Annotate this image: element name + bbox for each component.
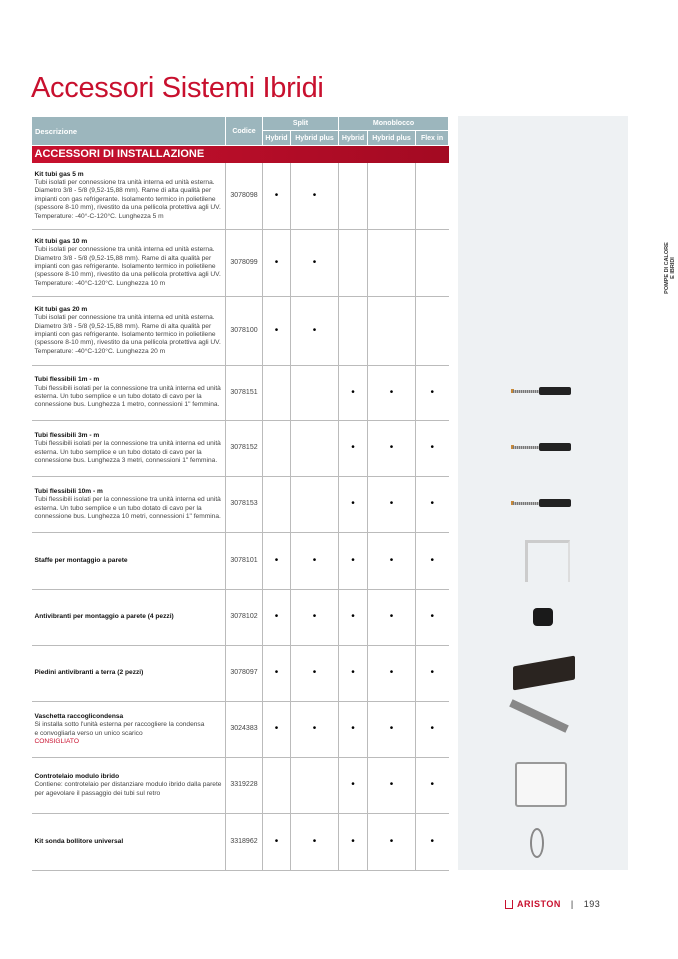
availability-dot: • xyxy=(274,723,279,735)
table-row xyxy=(32,230,449,297)
availability-cell xyxy=(263,230,291,297)
header-col: Hybrid plus xyxy=(291,131,339,146)
product-name: Kit tubi gas 20 m xyxy=(34,305,88,313)
availability-cell xyxy=(416,533,449,590)
availability-dot: • xyxy=(389,442,394,454)
availability-dot: • xyxy=(389,611,394,623)
product-description: Tubi flessibili isolati per la connessione tra unità interna ed unità esterna. Un tubo semplice e un tubo dotato di cavo per la connessione bus. Lunghezza 3 metri, connessioni 1" femmina. xyxy=(34,440,221,464)
side-label-line2: E IBRIDI xyxy=(670,257,676,279)
availability-cell xyxy=(368,590,416,646)
header-col: Flex in xyxy=(416,131,449,146)
page-title: Accessori Sistemi Ibridi xyxy=(31,72,324,104)
product-code: 3078097 xyxy=(226,646,263,702)
availability-dot: • xyxy=(389,554,394,566)
availability-cell xyxy=(339,646,368,702)
description-cell xyxy=(32,646,226,702)
description-cell xyxy=(32,421,226,477)
section-title: ACCESSORI DI INSTALLAZIONE xyxy=(32,146,449,163)
availability-cell xyxy=(368,758,416,814)
product-name: Tubi flessibili 10m - m xyxy=(34,487,103,495)
side-label-line1: POMPE DI CALORE xyxy=(664,242,670,294)
product-name: Tubi flessibili 3m - m xyxy=(34,431,100,439)
flexible-tube-image xyxy=(513,499,573,507)
table-row xyxy=(32,366,449,421)
availability-cell xyxy=(291,533,339,590)
availability-cell xyxy=(263,421,291,477)
table-row xyxy=(32,590,449,646)
product-name: Kit sonda bollitore universal xyxy=(34,837,124,845)
availability-dot: • xyxy=(430,723,435,735)
product-name: Kit tubi gas 10 m xyxy=(34,237,88,245)
product-name: Piedini antivibranti a terra (2 pezzi) xyxy=(34,669,144,677)
availability-dot: • xyxy=(351,667,355,679)
availability-cell xyxy=(368,702,416,758)
availability-cell xyxy=(368,646,416,702)
accessories-table xyxy=(31,116,449,871)
availability-dot: • xyxy=(312,835,317,847)
product-image-panel xyxy=(458,116,628,870)
recommended-note: CONSIGLIATO xyxy=(34,737,79,745)
availability-cell xyxy=(291,163,339,230)
description-cell xyxy=(32,590,226,646)
availability-dot: • xyxy=(351,779,355,791)
product-description: Tubi flessibili isolati per la connessione tra unità interna ed unità esterna. Un tubo semplice e un tubo dotato di cavo per la connessione bus. Lunghezza 10 metri, connessioni 1" femmina. xyxy=(34,496,221,520)
availability-cell xyxy=(263,814,291,871)
availability-dot: • xyxy=(430,386,435,398)
description-cell xyxy=(32,758,226,814)
footer xyxy=(505,899,600,909)
availability-cell xyxy=(416,702,449,758)
table-row xyxy=(32,758,449,814)
availability-dot: • xyxy=(274,611,279,623)
availability-cell xyxy=(339,477,368,533)
product-description: Tubi flessibili isolati per la connessione tra unità interna ed unità esterna. Un tubo semplice e un tubo dotato di cavo per la connessione bus. Lunghezza 1 metro, connessioni 1" femmina. xyxy=(34,384,221,409)
availability-cell xyxy=(339,702,368,758)
description-cell xyxy=(32,163,226,230)
product-code: 3078153 xyxy=(226,477,263,533)
availability-dot: • xyxy=(351,611,355,623)
description-cell xyxy=(32,230,226,297)
availability-cell xyxy=(416,477,449,533)
availability-dot: • xyxy=(312,554,317,566)
product-description: Si installa sotto l'unità esterna per raccogliere la condensa e convogliarla verso un unico scarico xyxy=(34,721,205,737)
availability-cell xyxy=(263,297,291,366)
availability-cell xyxy=(416,421,449,477)
table-row xyxy=(32,814,449,871)
product-code: 3319228 xyxy=(226,758,263,814)
header-codice: Codice xyxy=(226,117,263,146)
availability-cell xyxy=(263,758,291,814)
availability-dot: • xyxy=(274,189,279,201)
product-description: Tubi isolati per connessione tra unità interna ed unità esterna. Diametro 3/8 - 5/8 (9,52-15,88 mm). Rame di alta qualità per impianti con gas refrigerante. Isolamento termico in polietilene (spessore 8-10 mm), rivestito da una pellicola protettiva agli UV. Temperature: -40°C-120°C. Lunghezza 20 m xyxy=(34,314,221,355)
availability-cell xyxy=(263,646,291,702)
availability-cell xyxy=(263,590,291,646)
availability-dot: • xyxy=(274,554,279,566)
description-cell xyxy=(32,702,226,758)
product-code: 3078101 xyxy=(226,533,263,590)
flexible-tube-image xyxy=(513,443,573,451)
availability-cell xyxy=(291,297,339,366)
availability-dot: • xyxy=(430,835,435,847)
availability-cell xyxy=(291,646,339,702)
availability-dot: • xyxy=(351,442,355,454)
description-cell xyxy=(32,297,226,366)
table-row xyxy=(32,421,449,477)
description-cell xyxy=(32,477,226,533)
description-cell xyxy=(32,814,226,871)
brand-logo: ARISTON xyxy=(517,899,561,909)
availability-dot: • xyxy=(312,189,317,201)
availability-cell xyxy=(339,533,368,590)
availability-cell xyxy=(368,297,416,366)
product-name: Kit tubi gas 5 m xyxy=(34,170,84,178)
table-row xyxy=(32,702,449,758)
availability-dot: • xyxy=(351,554,355,566)
header-monoblocco: Monoblocco xyxy=(339,117,449,131)
availability-dot: • xyxy=(351,498,355,510)
availability-cell xyxy=(368,477,416,533)
availability-cell xyxy=(291,758,339,814)
availability-cell xyxy=(263,477,291,533)
availability-dot: • xyxy=(351,386,355,398)
product-code: 3024383 xyxy=(226,702,263,758)
availability-dot: • xyxy=(274,256,279,268)
header-split: Split xyxy=(263,117,339,131)
availability-dot: • xyxy=(389,779,394,791)
availability-dot: • xyxy=(312,723,317,735)
availability-cell xyxy=(368,533,416,590)
description-cell xyxy=(32,533,226,590)
sensor-kit-image xyxy=(530,828,544,858)
availability-dot: • xyxy=(430,667,435,679)
availability-cell xyxy=(291,366,339,421)
product-name: Staffe per montaggio a parete xyxy=(34,556,128,564)
wall-bracket-image xyxy=(525,540,570,582)
availability-cell xyxy=(263,366,291,421)
availability-cell xyxy=(291,814,339,871)
table-row xyxy=(32,533,449,590)
availability-cell xyxy=(416,814,449,871)
availability-dot: • xyxy=(430,442,435,454)
availability-cell xyxy=(368,163,416,230)
product-code: 3078152 xyxy=(226,421,263,477)
footer-separator: | xyxy=(570,899,574,909)
ariston-logo-icon xyxy=(505,900,513,909)
product-code: 3078098 xyxy=(226,163,263,230)
availability-cell xyxy=(416,758,449,814)
product-description: Contiene: controtelaio per distanziare modulo ibrido dalla parete per agevolare il passaggio dei tubi sul retro xyxy=(34,781,222,797)
product-code: 3078102 xyxy=(226,590,263,646)
availability-dot: • xyxy=(389,835,394,847)
availability-cell xyxy=(339,814,368,871)
availability-cell xyxy=(416,163,449,230)
availability-dot: • xyxy=(312,667,317,679)
anti-vibration-image xyxy=(533,608,553,626)
product-code: 3078100 xyxy=(226,297,263,366)
product-name: Controtelaio modulo ibrido xyxy=(34,772,120,780)
page-number: 193 xyxy=(583,899,601,909)
availability-cell xyxy=(416,590,449,646)
availability-dot: • xyxy=(430,498,435,510)
header-col: Hybrid xyxy=(263,131,291,146)
availability-cell xyxy=(368,230,416,297)
availability-cell xyxy=(368,366,416,421)
product-name: Antivibranti per montaggio a parete (4 pezzi) xyxy=(34,613,174,621)
availability-dot: • xyxy=(274,324,279,336)
availability-dot: • xyxy=(312,324,317,336)
table-row xyxy=(32,297,449,366)
availability-cell xyxy=(339,758,368,814)
availability-cell xyxy=(416,297,449,366)
header-col: Hybrid plus xyxy=(368,131,416,146)
section-side-label xyxy=(664,238,676,298)
table-row xyxy=(32,163,449,230)
availability-dot: • xyxy=(351,723,355,735)
header-descrizione: Descrizione xyxy=(32,117,226,146)
hybrid-frame-image xyxy=(515,762,567,807)
availability-cell xyxy=(339,421,368,477)
availability-cell xyxy=(291,477,339,533)
availability-dot: • xyxy=(274,667,279,679)
header-col: Hybrid xyxy=(339,131,368,146)
availability-dot: • xyxy=(351,835,355,847)
availability-dot: • xyxy=(389,498,394,510)
availability-cell xyxy=(263,163,291,230)
product-code: 3078151 xyxy=(226,366,263,421)
availability-cell xyxy=(263,702,291,758)
availability-cell xyxy=(263,533,291,590)
availability-cell xyxy=(291,421,339,477)
table-row xyxy=(32,646,449,702)
flexible-tube-image xyxy=(513,387,573,395)
product-code: 3318962 xyxy=(226,814,263,871)
product-name: Tubi flessibili 1m - m xyxy=(34,376,100,384)
availability-cell xyxy=(368,814,416,871)
availability-dot: • xyxy=(389,667,394,679)
availability-cell xyxy=(416,646,449,702)
availability-dot: • xyxy=(274,835,279,847)
availability-cell xyxy=(416,366,449,421)
availability-dot: • xyxy=(389,386,394,398)
product-description: Tubi isolati per connessione tra unità interna ed unità esterna. Diametro 3/8 - 5/8 (9,52-15,88 mm). Rame di alta qualità per impianti con gas refrigerante. Isolamento termico in polietilene (spessore 8-10 mm), rivestito da una pellicola protettiva agli UV. Temperature: -40°C-120°C. Lunghezza 10 m xyxy=(34,246,221,287)
availability-cell xyxy=(339,590,368,646)
availability-cell xyxy=(291,590,339,646)
availability-cell xyxy=(339,163,368,230)
availability-dot: • xyxy=(312,611,317,623)
product-name: Vaschetta raccoglicondensa xyxy=(34,712,124,720)
availability-cell xyxy=(416,230,449,297)
availability-cell xyxy=(291,702,339,758)
availability-cell xyxy=(339,366,368,421)
description-cell xyxy=(32,366,226,421)
availability-cell xyxy=(339,230,368,297)
product-description: Tubi isolati per connessione tra unità interna ed unità esterna. Diametro 3/8 - 5/8 (9,52-15,88 mm). Rame di alta qualità per impianti con gas refrigerante. Isolamento termico in polietilene (spessore 8-10 mm), rivestito da una pellicola protettiva agli UV. Temperature: -40°-C-120°C. Lunghezza 5 m xyxy=(34,178,221,220)
availability-dot: • xyxy=(312,256,317,268)
availability-dot: • xyxy=(430,554,435,566)
availability-dot: • xyxy=(430,779,435,791)
availability-dot: • xyxy=(430,611,435,623)
availability-cell xyxy=(339,297,368,366)
availability-cell xyxy=(368,421,416,477)
availability-cell xyxy=(291,230,339,297)
product-code: 3078099 xyxy=(226,230,263,297)
availability-dot: • xyxy=(389,723,394,735)
table-row xyxy=(32,477,449,533)
